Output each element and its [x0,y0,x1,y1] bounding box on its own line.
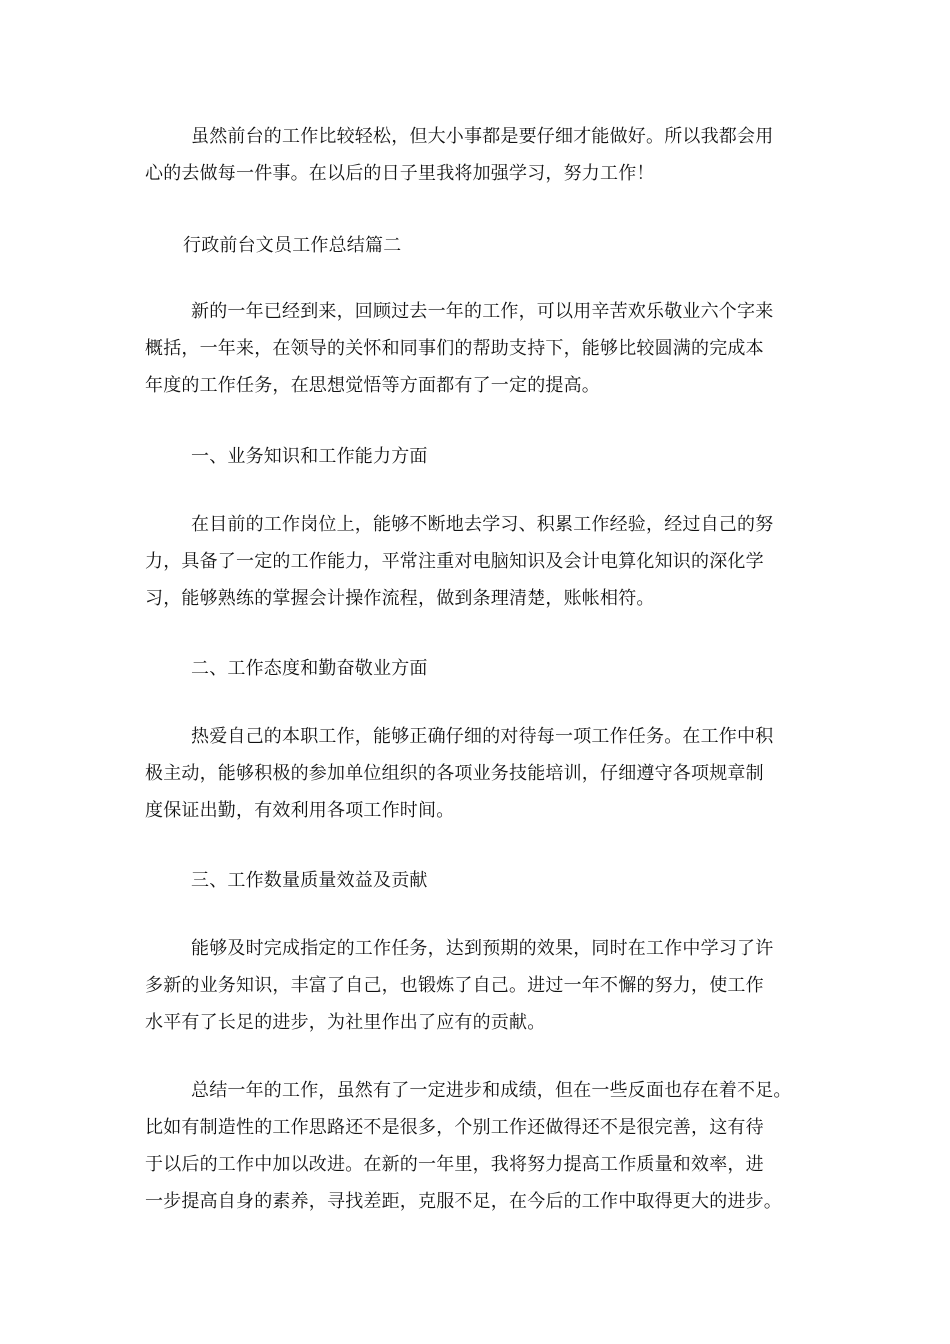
paragraph-line: 极主动，能够积极的参加单位组织的各项业务技能培训，仔细遵守各项规章制 [145,763,764,784]
paragraph-line: 能够及时完成指定的工作任务，达到预期的效果，同时在工作中学习了许 [191,938,774,959]
paragraph-line: 总结一年的工作，虽然有了一定进步和成绩，但在一些反面也存在着不足。 [191,1080,792,1101]
paragraph-6 [145,1072,825,1220]
paragraph-line: 在目前的工作岗位上，能够不断地去学习、积累工作经验，经过自己的努 [191,514,774,535]
paragraph-line: 新的一年已经到来，回顾过去一年的工作，可以用辛苦欢乐敬业六个字来 [191,301,774,322]
heading-1 [145,438,825,475]
heading-3 [145,862,825,899]
paragraph-line: 虽然前台的工作比较轻松，但大小事都是要仔细才能做好。所以我都会用 [191,126,774,147]
paragraph-line: 概括，一年来，在领导的关怀和同事们的帮助支持下，能够比较圆满的完成本 [145,338,764,359]
paragraph-line: 多新的业务知识，丰富了自己，也锻炼了自己。进过一年不懈的努力，使工作 [145,975,764,996]
paragraph-line: 于以后的工作中加以改进。在新的一年里，我将努力提高工作质量和效率，进 [145,1154,764,1175]
paragraph-1 [145,118,825,192]
paragraph-line: 比如有制造性的工作思路还不是很多，个别工作还做得还不是很完善，这有待 [145,1117,764,1138]
section-title-text: 行政前台文员工作总结篇二 [183,235,402,256]
paragraph-line: 年度的工作任务，在思想觉悟等方面都有了一定的提高。 [145,375,600,396]
paragraph-line: 习，能够熟练的掌握会计操作流程，做到条理清楚，账帐相符。 [145,588,655,609]
section-title [145,227,825,264]
paragraph-line: 度保证出勤，有效利用各项工作时间。 [145,800,455,821]
paragraph-2 [145,293,825,404]
paragraph-line: 热爱自己的本职工作，能够正确仔细的对待每一项工作任务。在工作中积 [191,726,774,747]
paragraph-line: 一步提高自身的素养，寻找差距，克服不足，在今后的工作中取得更大的进步。 [145,1191,782,1212]
heading-2 [145,650,825,687]
heading-text: 一、业务知识和工作能力方面 [191,446,428,467]
paragraph-line: 水平有了长足的进步，为社里作出了应有的贡献。 [145,1012,546,1033]
heading-text: 三、工作数量质量效益及贡献 [191,870,428,891]
paragraph-line: 心的去做每一件事。在以后的日子里我将加强学习，努力工作！ [145,163,655,184]
paragraph-line: 力，具备了一定的工作能力，平常注重对电脑知识及会计电算化知识的深化学 [145,551,764,572]
paragraph-5 [145,930,825,1041]
paragraph-3 [145,506,825,617]
heading-text: 二、工作态度和勤奋敬业方面 [191,658,428,679]
paragraph-4 [145,718,825,829]
